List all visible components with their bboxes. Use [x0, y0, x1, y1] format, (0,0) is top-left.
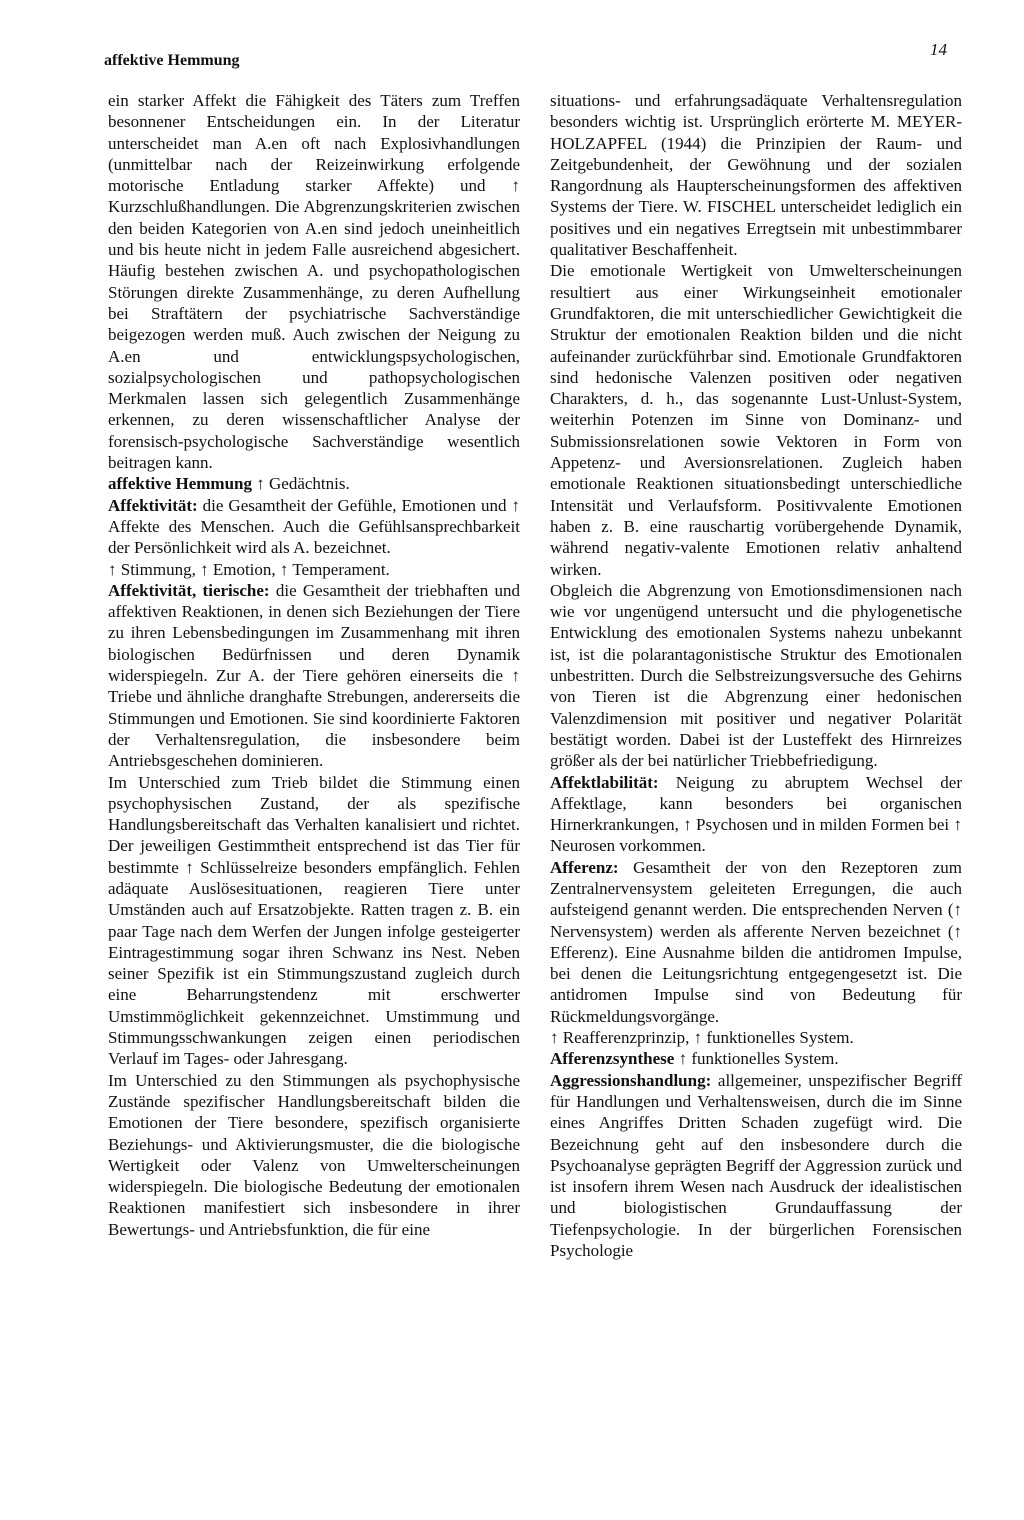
left-column: [108, 90, 520, 1240]
entry-term: Aggressionshandlung:: [550, 1070, 712, 1090]
paragraph: Die emotionale Wertigkeit von Umwelterscheinungen resultiert aus einer Wirkungseinheit emotionaler Grundfaktoren, die mit unterschiedlicher Gewichtigkeit die Struktur der emotionalen Reaktion bilden und die nicht aufeinander zurückführbar sind. Emotionale Grundfaktoren sind hedonische Valenzen positiven oder negativen Charakters, d. h., das sogenannte Lust-Unlust-System, weiterhin Potenzen im Sinne von Dominanz- und Submissionsrelationen sowie Vektoren in Form von Appetenz- und Aversionsrelationen. Zugleich haben emotionale Reaktionen situationsbedingt unterschiedliche Intensität und Verlaufsform. Positivvalente Emotionen haben z. B. eine rauschartig vorübergehende Dynamik, während negativ-valente Emotionen relativ anhaltend wirken.: [550, 261, 962, 579]
cross-reference: ↑ Reafferenzprinzip, ↑ funktionelles System.: [550, 1028, 854, 1048]
entry-affektive-hemmung: affektive Hemmung ↑ Gedächtnis.: [108, 474, 350, 494]
entry-term: Affektlabilität:: [550, 772, 659, 792]
entry-affektivitaet-tierische: Affektivität, tierische: die Gesamtheit der triebhaften und affektiven Reaktionen, in denen sich Beziehungen der Tiere zu ihren Lebensbedingungen im Zusammenhang mit ihren biologischen Bedürfnissen und deren Dynamik widerspiegeln. Zur A. der Tiere gehören einerseits die ↑ Triebe und ähnliche dranghafte Strebungen, andererseits die Stimmungen und Emotionen. Sie sind koordinierte Faktoren der Verhaltensregulation, die insbesondere beim Antriebsgeschehen dominieren.: [108, 580, 520, 771]
entry-afferenz: Afferenz: Gesamtheit der von den Rezeptoren zum Zentralnervensystem geleiteten Erregungen, die auch aufsteigend genannt werden. Die entsprechenden Nerven (↑ Nervensystem) werden als afferente Nerven bezeichnet (↑ Efferenz). Eine Ausnahme bilden die antidromen Impulse, bei denen die Leitungsrichtung entgegengesetzt ist. Die antidromen Impulse sind von Bedeutung für Rückmeldungsvorgänge.: [550, 857, 962, 1026]
paragraph: Im Unterschied zu den Stimmungen als psychophysische Zustände spezifischer Handlungsbereitschaft bilden die Emotionen der Tiere besondere, spezifisch organisierte Beziehungs- und Aktivierungsmuster, die die biologische Wertigkeit oder Valenz von Umwelterscheinungen widerspiegeln. Die biologische Bedeutung der emotionalen Reaktionen manifestiert sich insbesondere in ihrer Bewertungs- und Antriebsfunktion, die für eine: [108, 1070, 520, 1239]
page-number: 14: [930, 40, 947, 59]
entry-term: affektive Hemmung: [108, 474, 253, 494]
paragraph: ein starker Affekt die Fähigkeit des Täters zum Treffen besonnener Entscheidungen ein. In der Literatur unterscheidet man A.en oft nach Explosivhandlungen (unmittelbar nach der Reizeinwirkung erfolgende motorische Entladung starker Affekte) und ↑ Kurzschlußhandlungen. Die Abgrenzungskriterien zwischen den beiden Kategorien von A.en sind jedoch uneinheitlich und bis heute nicht in jedem Falle ausreichend abgesichert. Häufig bestehen zwischen A. und psychopathologischen Störungen direkte Zusammenhänge, zu deren Aufhellung bei Straftätern der psychiatrische Sachverständige beigezogen werden muß. Auch zwischen der Neigung zu A.en und entwicklungspsychologischen, sozialpsychologischen und pathopsychologischen Merkmalen lassen sich gelegentlich Zusammenhänge erkennen, zu deren wissenschaftlicher Analyse der forensisch-psychologische Sachverständige wesentlich beitragen kann.: [108, 91, 520, 473]
entry-term: Affektivität, tierische:: [108, 580, 270, 600]
entry-term: Afferenz:: [550, 857, 619, 877]
paragraph: situations- und erfahrungsadäquate Verhaltensregulation besonders wichtig ist. Ursprünglich erörterte M. MEYER-HOLZAPFEL (1944) die Prinzipien der Raum- und Zeitgebundenheit, der Gewöhnung und der sozialen Rangordnung als Haupterscheinungsformen des affektiven Systems der Tiere. W. FISCHEL unterscheidet lediglich ein positives und ein negatives Erregtsein mit unbestimmbarer qualitativer Beschaffenheit.: [550, 91, 962, 260]
running-head: affektive Hemmung: [104, 52, 240, 69]
entry-affektivitaet: Affektivität: die Gesamtheit der Gefühle, Emotionen und ↑ Affekte des Menschen. Auch die Gefühlsansprechbarkeit der Persönlichkeit wird als A. bezeichnet.: [108, 495, 520, 558]
entry-affektlabilitaet: Affektlabilität: Neigung zu abruptem Wechsel der Affektlage, kann besonders bei organischen Hirnerkrankungen, ↑ Psychosen und in milden Formen bei ↑ Neurosen vorkommen.: [550, 772, 962, 856]
entry-aggressionshandlung: Aggressionshandlung: allgemeiner, unspezifischer Begriff für Handlungen und Verhaltensweisen, durch die im Sinne eines Angriffes Dritten Schaden zugefügt wird. Die Bezeichnung geht auf den insbesondere durch die Psychoanalyse geprägten Begriff der Aggression zurück und ist insofern ihrem Wesen nach Ausdruck der idealistischen und biologistischen Grundauffassung der Tiefenpsychologie. In der bürgerlichen Forensischen Psychologie: [550, 1070, 962, 1261]
entry-term: Afferenzsynthese: [550, 1049, 675, 1069]
entry-term: Affektivität:: [108, 495, 198, 515]
paragraph: Im Unterschied zum Trieb bildet die Stimmung einen psychophysischen Zustand, der als spezifische Handlungsbereitschaft das Verhalten kanalisiert und richtet. Der jeweiligen Gestimmtheit entsprechend ist das Tier für bestimmte ↑ Schlüsselreize besonders empfänglich. Fehlen adäquate Auslösesituationen, reagieren Tiere unter Umständen auch auf Ersatzobjekte. Ratten tragen z. B. ein paar Tage nach dem Werfen der Jungen infolge gesteigerter Eintragestimmung sogar ihren Schwanz ins Nest. Neben seiner Spezifik ist ein Stimmungszustand zugleich durch eine Beharrungstendenz mit erschwerter Umstimmöglichkeit gekennzeichnet. Umstimmung und Stimmungsschwankungen zeigen einen periodischen Verlauf im Tages- oder Jahresgang.: [108, 772, 520, 1069]
cross-reference: ↑ Stimmung, ↑ Emotion, ↑ Temperament.: [108, 559, 390, 579]
paragraph: Obgleich die Abgrenzung von Emotionsdimensionen nach wie vor ungenügend untersucht und die phylogenetische Entwicklung des emotionalen Systems nahezu unbekannt ist, ist die polarantagonistische Struktur des Emotionalen unbestritten. Durch die Selbstreizungsversuche des Gehirns von Tieren ist die Abgrenzung einer hedonischen Valenzdimension mit positiver und negativer Polarität bestätigt worden. Dabei ist der Lusteffekt des Hirnreizes größer als der bei natürlicher Triebbefriedigung.: [550, 580, 962, 771]
right-column: [550, 90, 962, 1261]
entry-afferenzsynthese: Afferenzsynthese ↑ funktionelles System.: [550, 1049, 839, 1069]
